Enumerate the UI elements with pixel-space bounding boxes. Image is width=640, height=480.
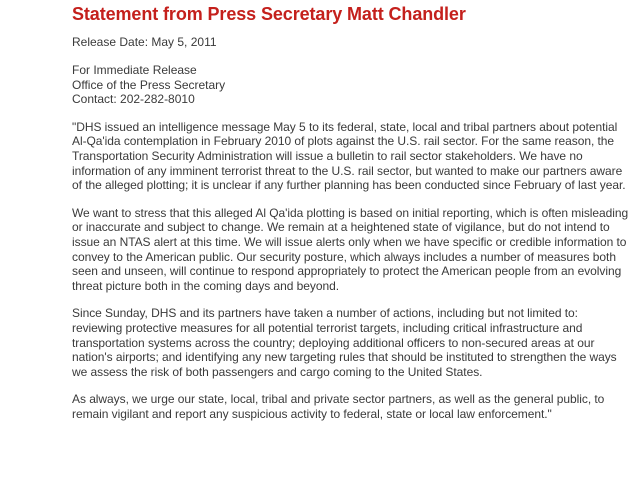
contact-line: Contact: 202-282-8010 (72, 92, 195, 107)
statement-paragraph-2: We want to stress that this alleged Al Qa'ida plotting is based on initial reporting, which is often misleading or inaccurate and subject to change. We remain at a heightened state of vigilance, but do not intend to issue an NTAS alert at this time. We will issue alerts only when we have specific or credible information to convey to the American public. Our security posture, which always includes a number of measures both seen and unseen, will continue to respond appropriately to protect the American people from an evolving threat picture both in the coming days and beyond. (72, 205, 629, 293)
release-date: Release Date: May 5, 2011 (72, 35, 217, 49)
release-header-block (72, 63, 630, 107)
statement-paragraph-4: As always, we urge our state, local, tribal and private sector partners, as well as the general public, to remain vigilant and report any suspicious activity to federal, state or local law enforcement." (72, 392, 605, 421)
office-line: Office of the Press Secretary (72, 77, 226, 92)
release-type-line: For Immediate Release (72, 63, 197, 77)
statement-paragraph-1: "DHS issued an intelligence message May 5 to its federal, state, local and tribal partners about potential Al-Qa'ida contemplation in February 2010 of plots against the U.S. rail sector. For the same reason, the Transportation Security Administration will issue a bulletin to rail sector stakeholders. We have no information of any imminent terrorist threat to the U.S. rail sector, but wanted to make our partners aware of the alleged plotting; it is unclear if any further planning has been conducted since February of last year. (72, 119, 626, 193)
page-title: Statement from Press Secretary Matt Chandler (72, 4, 466, 24)
statement-paragraph-3: Since Sunday, DHS and its partners have taken a number of actions, including but not limited to: reviewing protective measures for all potential terrorist targets, including critical infrastructure and transportation systems across the country; deploying additional officers to non-secured areas at our nation's airports; and identifying any new targeting rules that should be instituted to strengthen the ways we assess the risk of both passengers and cargo coming to the United States. (72, 306, 617, 379)
